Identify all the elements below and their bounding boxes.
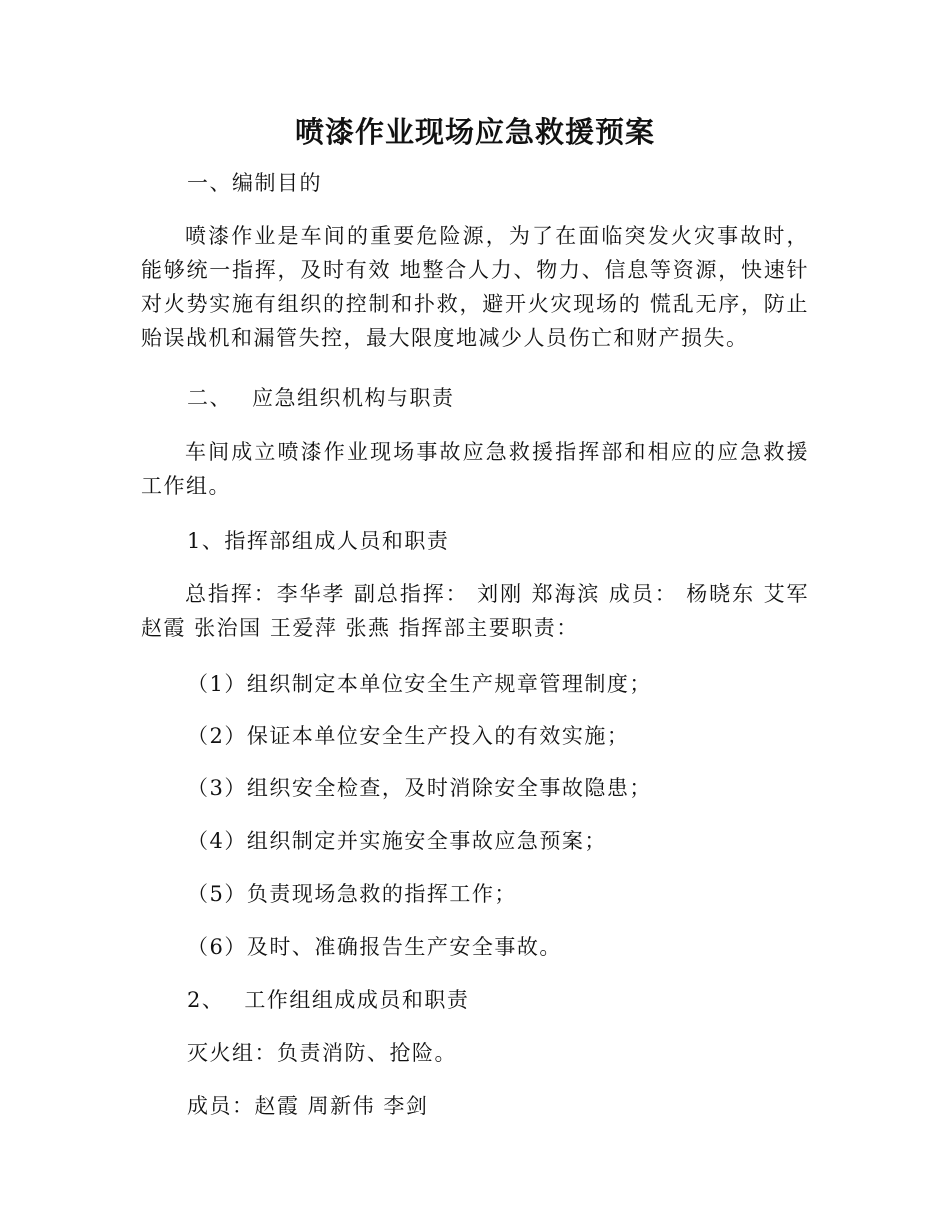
sub2-heading-number: 2、 [187,988,225,1012]
duty-item: （1）组织制定本单位安全生产规章管理制度； [187,672,652,696]
section2-body: 车间成立喷漆作业现场事故应急救援指挥部和相应的应急救援工作组。 [141,440,809,498]
section2-heading-text: 应急组织机构与职责 [252,386,455,410]
duty-item: （6）及时、准确报告生产安全事故。 [187,935,562,959]
section1-heading: 一、编制目的 [187,171,322,195]
section2-heading-number: 二、 [187,386,232,410]
section1-body: 喷漆作业是车间的重要危险源，为了在面临突发火灾事故时，能够统一指挥，及时有效 地整合人力、物力、信息等资源，快速针对火势实施有组织的控制和扑救，避开火灾现场的 慌乱无序，防止贻误战机和漏管失控，最大限度地减少人员伤亡和财产损失。 [141,224,809,350]
sub1-heading: 1、指挥部组成人员和职责 [187,529,450,553]
document-title: 喷漆作业现场应急救援预案 [294,115,655,149]
duty-item: （3）组织安全检查，及时消除安全事故隐患； [187,776,652,800]
duty-item: （4）组织制定并实施安全事故应急预案； [187,829,607,853]
sub2-heading [187,983,807,1017]
fire-team-line: 灭火组：负责消防、抢险。 [187,1041,457,1065]
section2-heading [187,381,807,415]
duty-item: （5）负责现场急救的指挥工作； [187,882,517,906]
sub1-body: 总指挥：李华孝 副总指挥： 刘刚 郑海滨 成员： 杨晓东 艾军赵霞 张治国 王爱萍 张燕 指挥部主要职责： [141,582,809,640]
sub2-heading-text: 工作组组成成员和职责 [244,988,470,1012]
fire-team-members: 成员：赵霞 周新伟 李剑 [187,1094,429,1118]
duty-item: （2）保证本单位安全生产投入的有效实施； [187,724,630,748]
